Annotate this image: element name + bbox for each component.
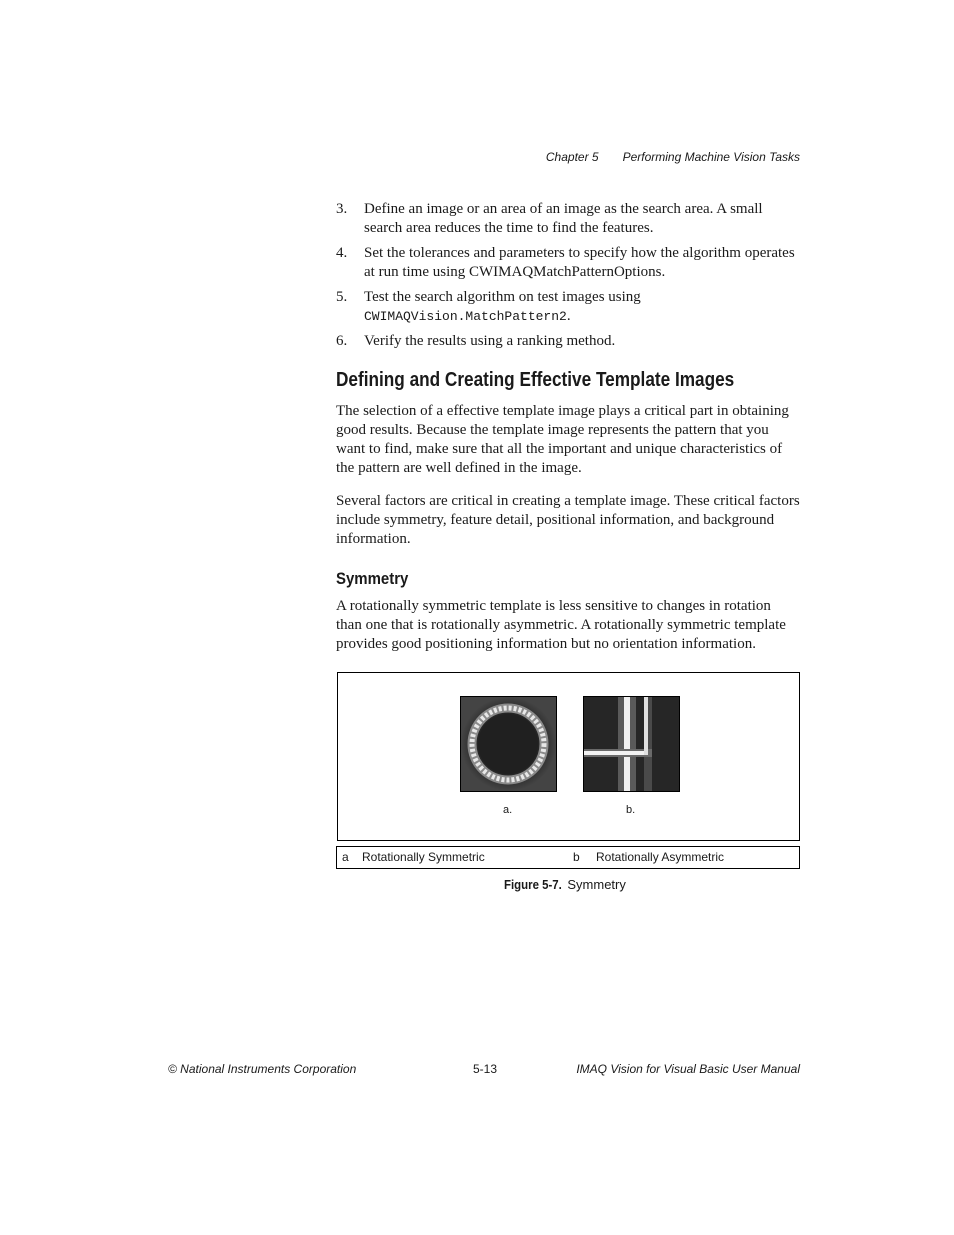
chapter-title: Performing Machine Vision Tasks (622, 150, 800, 164)
legend-value: Rotationally Symmetric (362, 850, 485, 864)
footer-manual-title: IMAQ Vision for Visual Basic User Manual (576, 1062, 800, 1076)
legend-key: a (342, 850, 349, 864)
asymmetric-template-image (583, 696, 680, 792)
figure-number: Figure 5-7. (504, 877, 562, 892)
figure-title: Symmetry (567, 877, 626, 892)
list-item: 3. Define an image or an area of an image as the search area. A small search area reduces the time to find the features. (336, 201, 763, 236)
body-paragraph: The selection of a effective template image plays a critical part in obtaining good results. Because the template image represents the pattern that you want to find, make sure that all the important and unique characteristics of the pattern are well defined in the image. (336, 403, 789, 476)
chapter-label: Chapter 5 (545, 150, 599, 164)
list-item: 4. Set the tolerances and parameters to specify how the algorithm operates at run time using CWIMAQMatchPatternOptions. (336, 245, 795, 280)
legend-value: Rotationally Asymmetric (596, 850, 725, 864)
symmetric-template-image (460, 696, 557, 792)
code-reference: CWIMAQVision.MatchPattern2 (364, 309, 567, 324)
body-paragraph: Several factors are critical in creating a template image. These critical factors include symmetry, feature detail, positional information, and background information. (336, 493, 800, 547)
figure-caption (504, 877, 626, 892)
steps-list (336, 200, 800, 357)
figure-frame (337, 672, 800, 841)
figure-label-a: a. (503, 804, 513, 816)
list-item: 5. Test the search algorithm on test images using CWIMAQVision.MatchPattern2. (336, 289, 641, 324)
figure-label-b: b. (626, 804, 636, 816)
subsection-heading: Symmetry (336, 569, 409, 588)
figure-legend (336, 846, 800, 869)
footer-copyright: © National Instruments Corporation (168, 1062, 357, 1076)
page-number: 5-13 (473, 1062, 498, 1076)
section-heading: Defining and Creating Effective Template Images (336, 369, 735, 391)
list-item: 6. Verify the results using a ranking method. (336, 333, 616, 349)
running-header (546, 150, 800, 164)
body-paragraph: A rotationally symmetric template is less sensitive to changes in rotation than one that is rotationally asymmetric. A rotationally symmetric template provides good positioning information but no orientation information. (336, 598, 786, 652)
legend-key: b (573, 850, 580, 864)
